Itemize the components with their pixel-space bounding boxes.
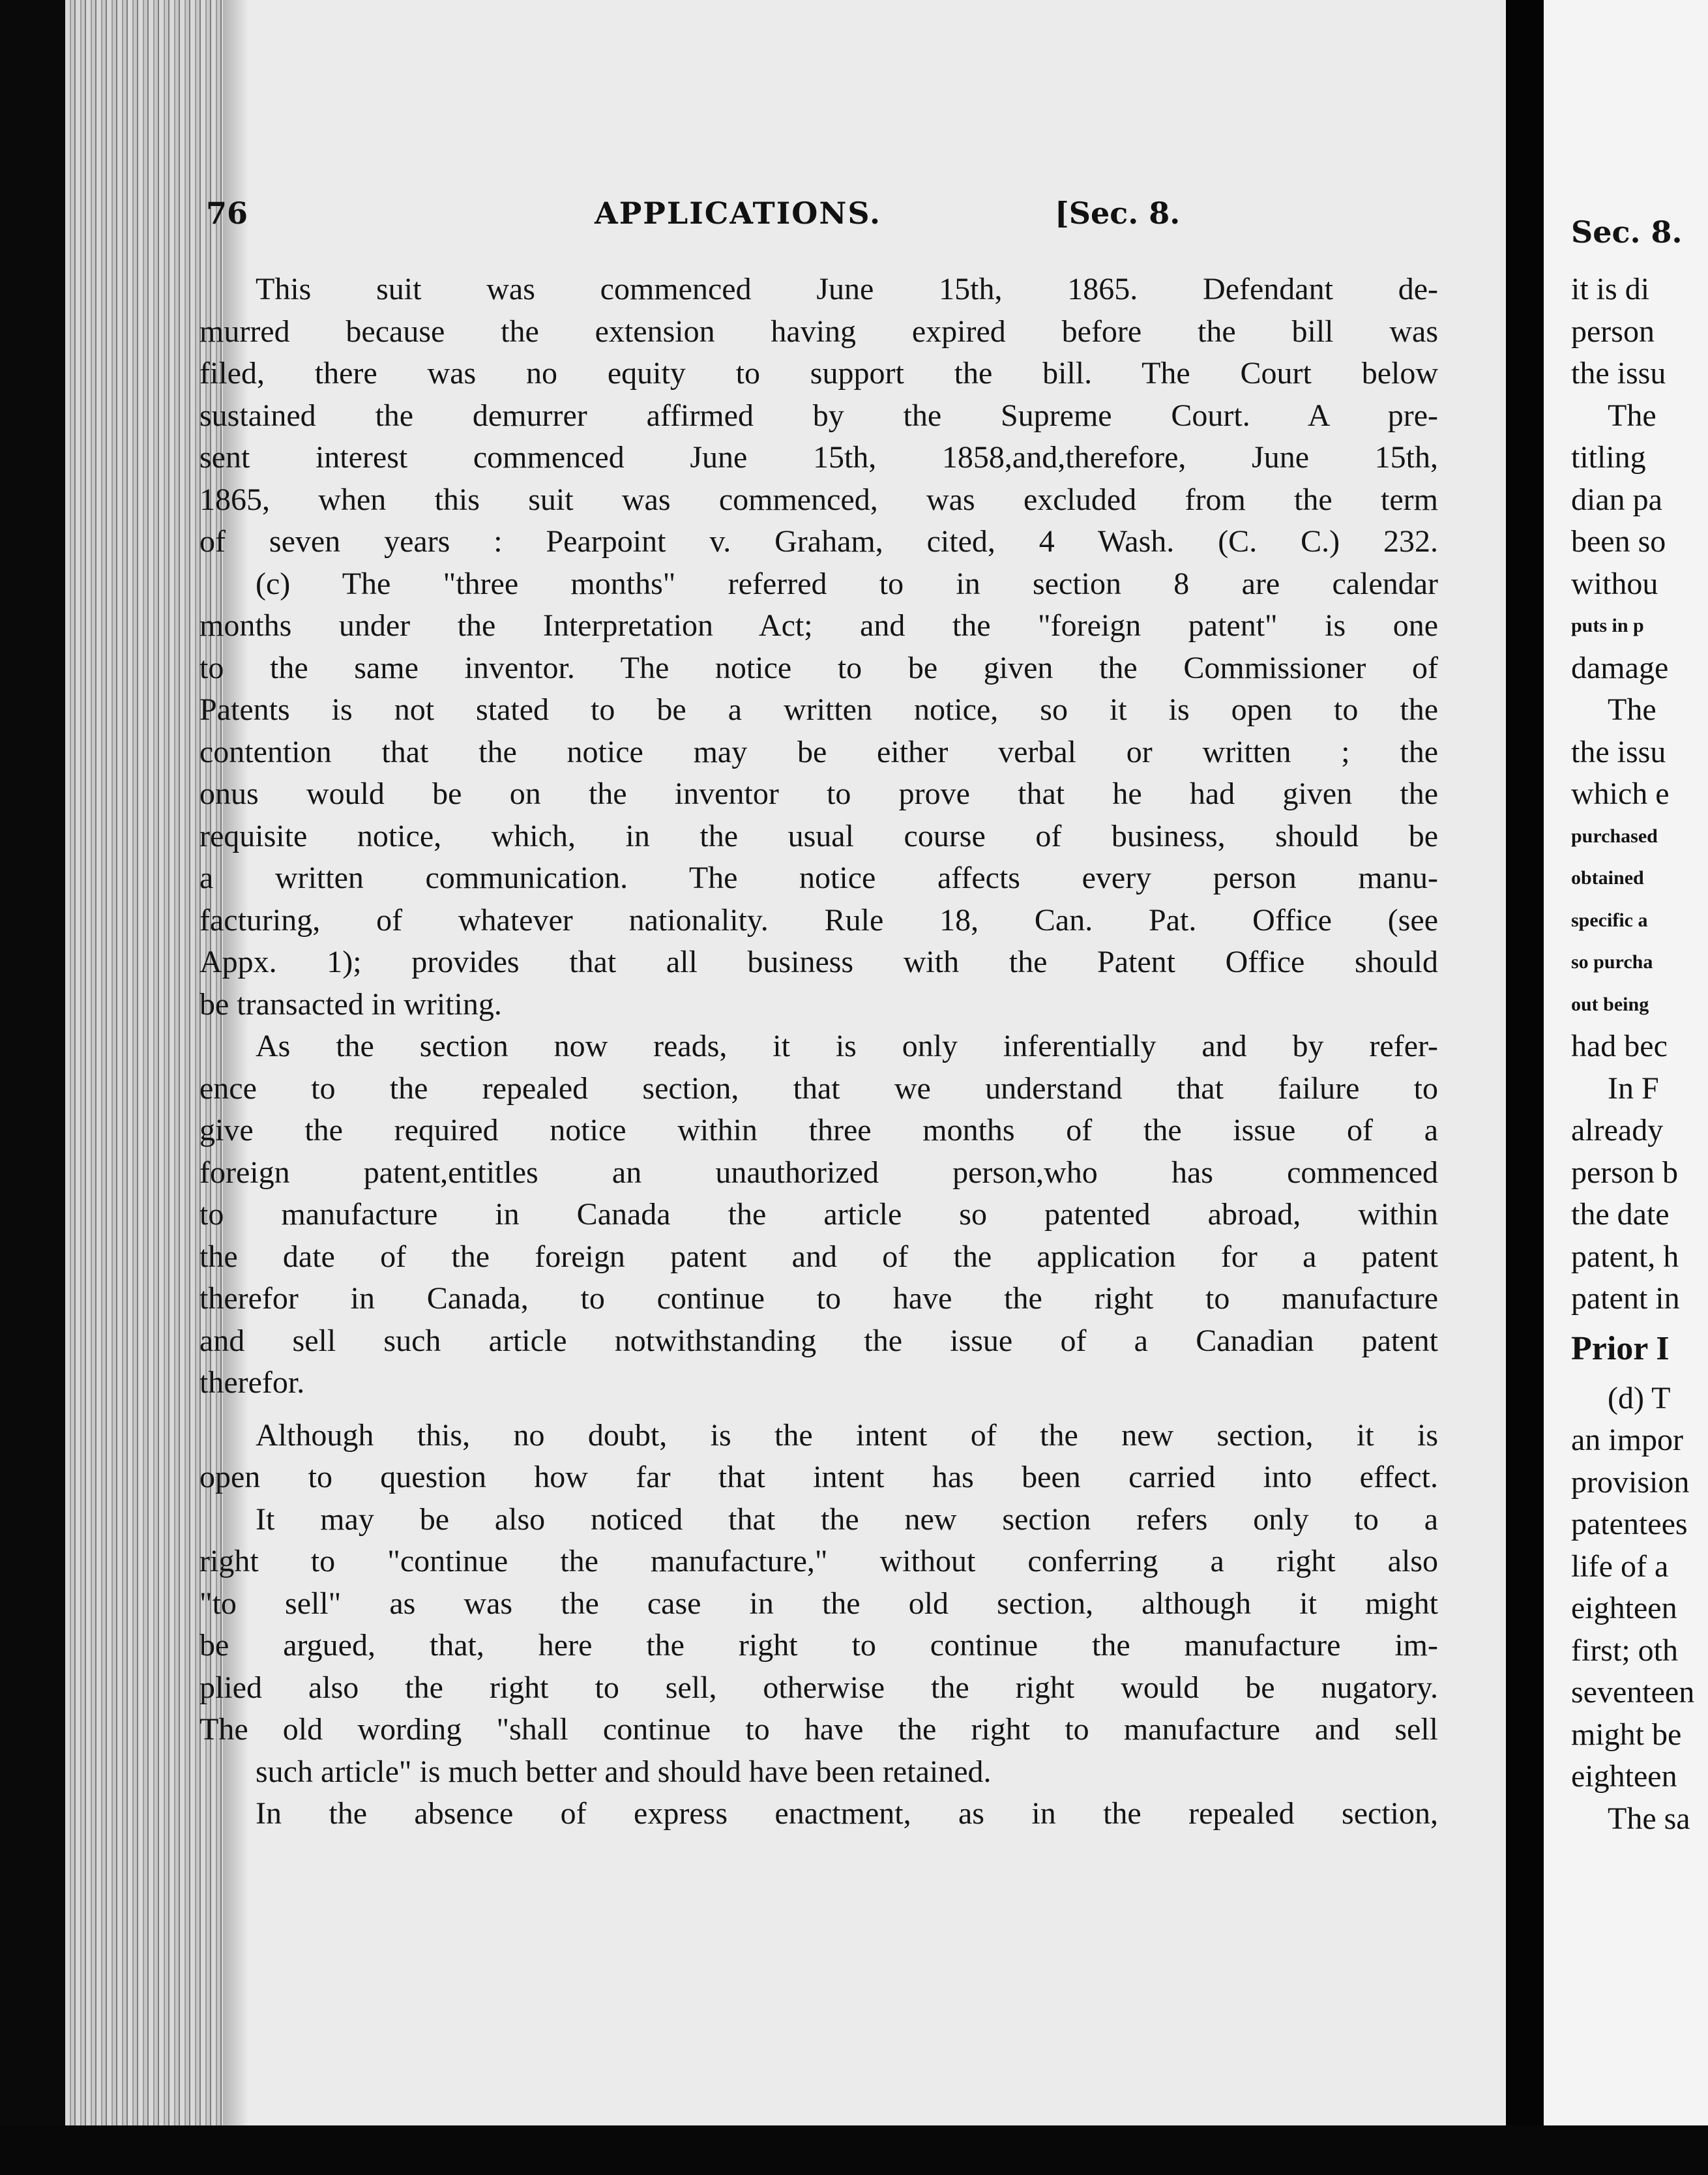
right-text-line: person xyxy=(1571,314,1655,349)
right-text-line: In F xyxy=(1608,1071,1659,1106)
text-line: right to "continue the manufacture," without conferring a right also xyxy=(199,1544,1438,1578)
text-line: As the section now reads, it is only inferentially and by refer- xyxy=(256,1029,1438,1063)
text-line: In the absence of express enactment, as in the repealed section, xyxy=(256,1796,1438,1831)
right-text-line: already xyxy=(1571,1113,1664,1147)
right-text-line: The xyxy=(1608,692,1656,727)
page-number: 76 xyxy=(206,196,248,231)
right-text-line: puts in p xyxy=(1571,615,1644,636)
text-line: therefor in Canada, to continue to have the right to manufacture xyxy=(199,1281,1438,1316)
right-text-line: which e xyxy=(1571,777,1670,811)
text-line: to the same inventor. The notice to be given the Commissioner of xyxy=(199,650,1438,685)
text-line: (c) The "three months" referred to in section 8 are calendar xyxy=(256,566,1438,601)
paragraph-gap xyxy=(199,1404,1438,1415)
running-title: APPLICATIONS. xyxy=(595,196,881,231)
right-text-line: damage xyxy=(1571,650,1669,685)
right-text-line: had bec xyxy=(1571,1029,1668,1063)
text-line: 1865, when this suit was commenced, was excluded from the term xyxy=(199,482,1438,517)
text-line: sent interest commenced June 15th, 1858,and,therefore, June 15th, xyxy=(199,440,1438,475)
scan-bottom-edge xyxy=(0,2125,1708,2175)
right-text-line: (d) T xyxy=(1608,1380,1671,1415)
right-text-line: purchased xyxy=(1571,825,1658,847)
right-text-line: eighteen xyxy=(1571,1759,1677,1794)
body-text xyxy=(199,269,1438,1835)
section-label: [Sec. 8. xyxy=(1055,196,1181,231)
right-text-line: first; oth xyxy=(1571,1633,1678,1668)
text-line: be transacted in writing. xyxy=(199,986,502,1022)
right-text-line: out being xyxy=(1571,993,1649,1015)
right-text-line: eighteen xyxy=(1571,1591,1677,1625)
text-line: plied also the right to sell, otherwise the right would be nugatory. xyxy=(199,1670,1438,1705)
right-text-line: patent in xyxy=(1571,1281,1680,1316)
text-line: "to sell" as was the case in the old section, although it might xyxy=(199,1586,1438,1621)
text-line: Appx. 1); provides that all business with the Patent Office should xyxy=(199,945,1438,979)
right-text-line: so purcha xyxy=(1571,951,1653,973)
right-text-line: titling xyxy=(1571,440,1646,475)
right-section-heading: Prior I xyxy=(1571,1329,1670,1367)
text-line: Patents is not stated to be a written notice, so it is open to the xyxy=(199,692,1438,727)
right-page-text xyxy=(1571,196,1708,1840)
text-line: be argued, that, here the right to continue the manufacture im- xyxy=(199,1628,1438,1663)
right-text-line: obtained xyxy=(1571,867,1644,889)
right-text-line: provision xyxy=(1571,1464,1690,1500)
right-text-line: seventeen xyxy=(1571,1675,1695,1709)
text-line: foreign patent,entitles an unauthorized person,who has commenced xyxy=(199,1155,1438,1190)
text-line: contention that the notice may be either verbal or written ; the xyxy=(199,734,1438,769)
text-line: ence to the repealed section, that we understand that failure to xyxy=(199,1071,1438,1106)
right-text-line: the date xyxy=(1571,1197,1670,1232)
right-text-line: might be xyxy=(1571,1717,1682,1752)
text-line: It may be also noticed that the new section refers only to a xyxy=(256,1502,1438,1537)
text-line: open to question how far that intent has been carried into effect. xyxy=(199,1460,1438,1494)
right-text-line: the issu xyxy=(1571,356,1666,391)
right-text-line: it is di xyxy=(1571,272,1650,306)
text-line: give the required notice within three months of the issue of a xyxy=(199,1113,1438,1147)
text-line: onus would be on the inventor to prove that he had given the xyxy=(199,777,1438,811)
right-text-line: person b xyxy=(1571,1155,1678,1190)
right-text-line: dian pa xyxy=(1571,482,1662,517)
text-line: facturing, of whatever nationality. Rule 18, Can. Pat. Office (see xyxy=(199,902,1438,938)
text-line: the date of the foreign patent and of the application for a patent xyxy=(199,1239,1438,1274)
text-line: to manufacture in Canada the article so patented abroad, within xyxy=(199,1197,1438,1232)
right-text-line: The xyxy=(1608,398,1656,433)
text-line: murred because the extension having expired before the bill was xyxy=(199,314,1438,349)
text-line: requisite notice, which, in the usual course of business, should be xyxy=(199,818,1438,853)
text-line: and sell such article notwithstanding the issue of a Canadian patent xyxy=(199,1323,1438,1358)
text-line: filed, there was no equity to support the bill. The Court below xyxy=(199,356,1438,391)
right-text-line: patent, h xyxy=(1571,1239,1679,1274)
right-running-head: Sec. 8. xyxy=(1571,215,1683,250)
right-page xyxy=(1544,0,1708,2175)
text-line: a written communication. The notice affects every person manu- xyxy=(199,861,1438,895)
book-gutter xyxy=(1506,0,1544,2175)
text-line: therefor. xyxy=(199,1365,305,1400)
text-line: such article" is much better and should have been retained. xyxy=(256,1754,992,1789)
right-text-line: specific a xyxy=(1571,909,1648,931)
right-text-line: The sa xyxy=(1608,1801,1690,1836)
text-line: This suit was commenced June 15th, 1865. Defendant de- xyxy=(256,272,1438,306)
right-text-line: patentees xyxy=(1571,1507,1688,1541)
right-text-line: an impor xyxy=(1571,1423,1683,1457)
right-text-line: the issu xyxy=(1571,734,1666,769)
right-text-line: life of a xyxy=(1571,1548,1669,1584)
text-line: months under the Interpretation Act; and the "foreign patent" is one xyxy=(199,608,1438,643)
text-line: of seven years : Pearpoint v. Graham, cited, 4 Wash. (C. C.) 232. xyxy=(199,524,1438,559)
text-line: The old wording "shall continue to have the right to manufacture and sell xyxy=(199,1712,1438,1747)
text-line: Although this, no doubt, is the intent of the new section, it is xyxy=(256,1417,1438,1453)
right-text-line: been so xyxy=(1571,524,1666,559)
text-line: sustained the demurrer affirmed by the Supreme Court. A pre- xyxy=(199,398,1438,433)
right-text-line: withou xyxy=(1571,566,1658,601)
